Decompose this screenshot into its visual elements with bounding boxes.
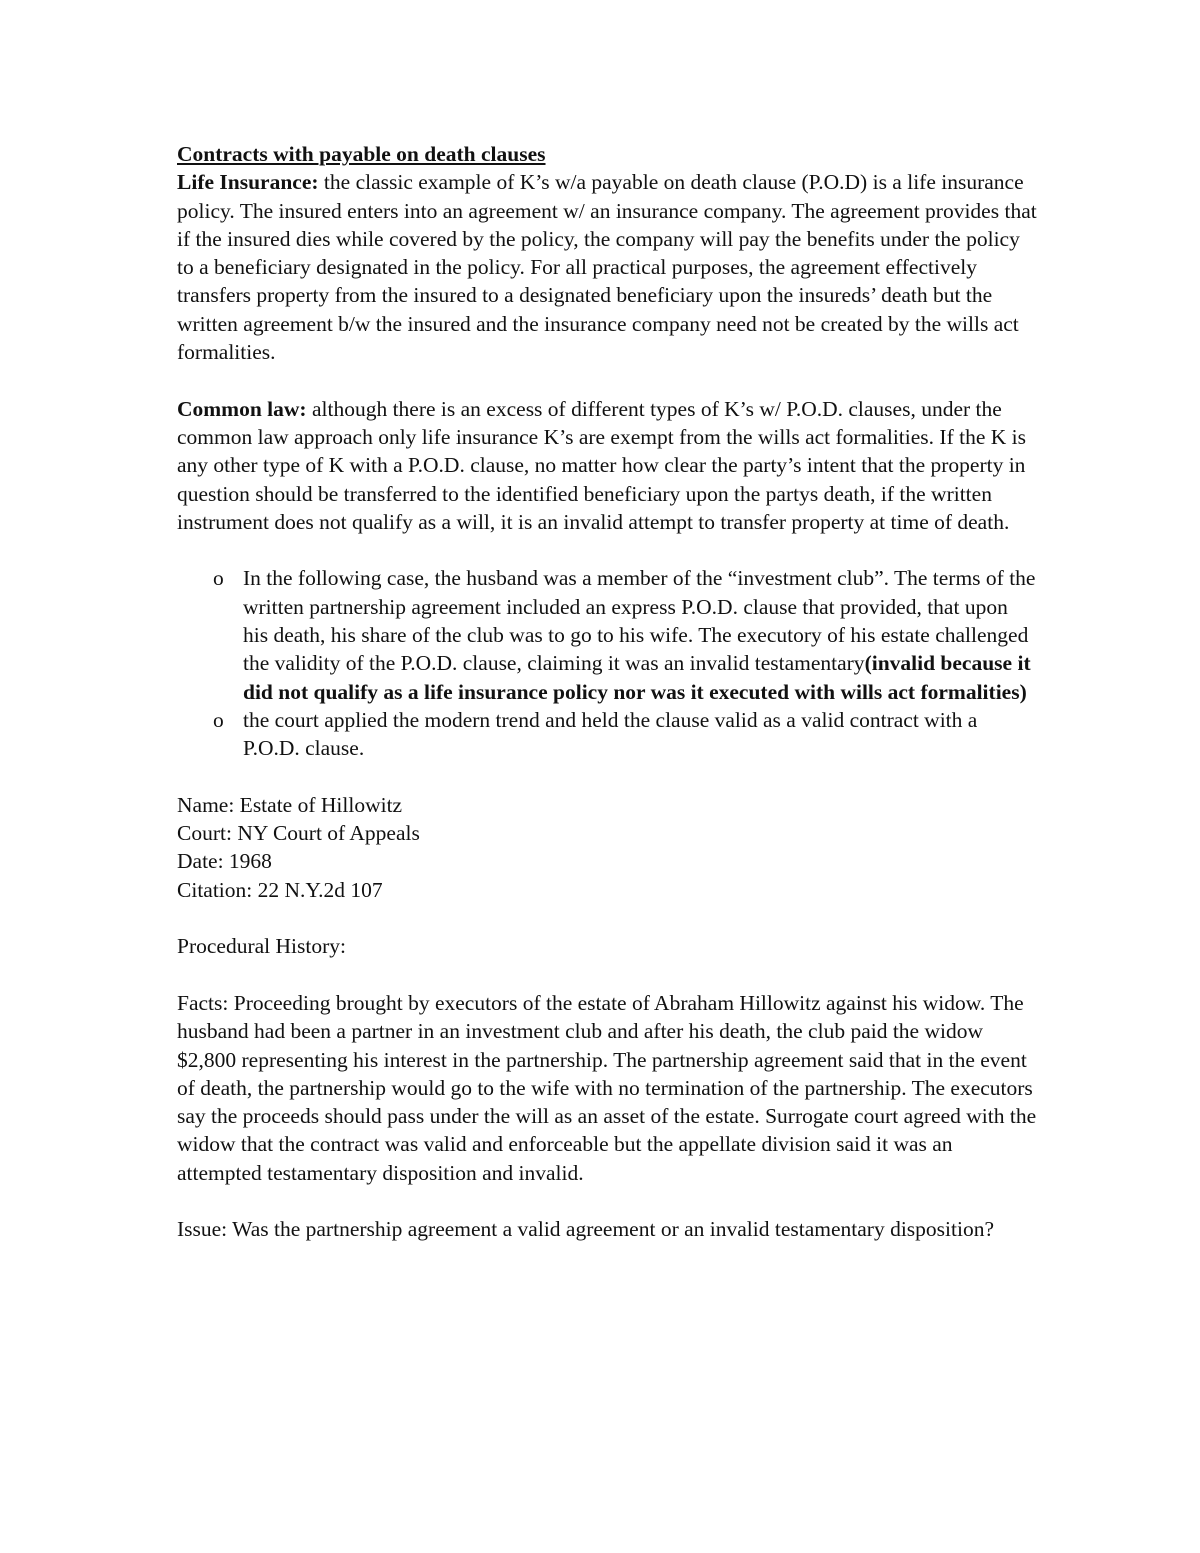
bullet-bold-text: (invalid because it did not qualify as a life insurance policy nor was it executed with wills act formalities) xyxy=(243,651,1031,704)
document-title: Contracts with payable on death clauses xyxy=(177,142,546,166)
document-page xyxy=(177,140,1037,1244)
case-bullet-list xyxy=(177,564,1037,762)
bullet-marker: o xyxy=(213,707,224,732)
case-name: Name: Estate of Hillowitz xyxy=(177,792,403,817)
life-insurance-label: Life Insurance: xyxy=(177,170,319,195)
issue-paragraph: Issue: Was the partnership agreement a valid agreement or an invalid testamentary disposition? xyxy=(177,1217,994,1242)
case-date: Date: 1968 xyxy=(177,849,272,874)
case-court: Court: NY Court of Appeals xyxy=(177,821,420,846)
life-insurance-text: the classic example of K’s w/a payable on death clause (P.O.D) is a life insurance policy. The insured enters into an agreement w/ an insurance company. The agreement provides that if the insured dies while covered by the policy, the company will pay the benefits under the policy to a beneficiary designated in the policy. For all practical purposes, the agreement effectively transfers property from the insured to a designated beneficiary upon the insureds’ death but the written agreement b/w the insured and the insurance company need not be created by the wills act formalities. xyxy=(177,170,1037,365)
bullet-text: the court applied the modern trend and held the clause valid as a valid contract with a P.O.D. clause. xyxy=(243,707,978,761)
common-law-text: although there is an excess of different types of K’s w/ P.O.D. clauses, under the common law approach only life insurance K’s are exempt from the wills act formalities. If the K is any other type of K with a P.O.D. clause, no matter how clear the party’s intent that the property in question should be transferred to the identified beneficiary upon the partys death, if the written instrument does not qualify as a will, it is an invalid attempt to transfer property at time of death. xyxy=(177,396,1026,534)
life-insurance-paragraph xyxy=(177,168,1037,366)
procedural-history: Procedural History: xyxy=(177,934,346,959)
common-law-label: Common law: xyxy=(177,396,307,421)
facts-paragraph: Facts: Proceeding brought by executors of the estate of Abraham Hillowitz against his widow. The husband had been a partner in an investment club and after his death, the club paid the widow $2,800 representing his interest in the partnership. The partnership agreement said that in the event of death, the partnership would go to the wife with no termination of the partnership. The executors say the proceeds should pass under the will as an asset of the estate. Surrogate court agreed with the widow that the contract was valid and enforceable but the appellate division said it was an attempted testamentary disposition and invalid. xyxy=(177,990,1037,1185)
list-item xyxy=(177,564,1037,705)
list-item xyxy=(177,706,1037,763)
bullet-text: In the following case, the husband was a member of the “investment club”. The terms of the written partnership agreement included an express P.O.D. clause that provided, that upon his death, his share of the club was to go to his wife. The executory of his estate challenged the validity of the P.O.D. clause, claiming it was an invalid testamentary xyxy=(243,566,1036,676)
case-citation: Citation: 22 N.Y.2d 107 xyxy=(177,877,383,902)
common-law-paragraph xyxy=(177,395,1037,536)
bullet-marker: o xyxy=(213,566,224,591)
